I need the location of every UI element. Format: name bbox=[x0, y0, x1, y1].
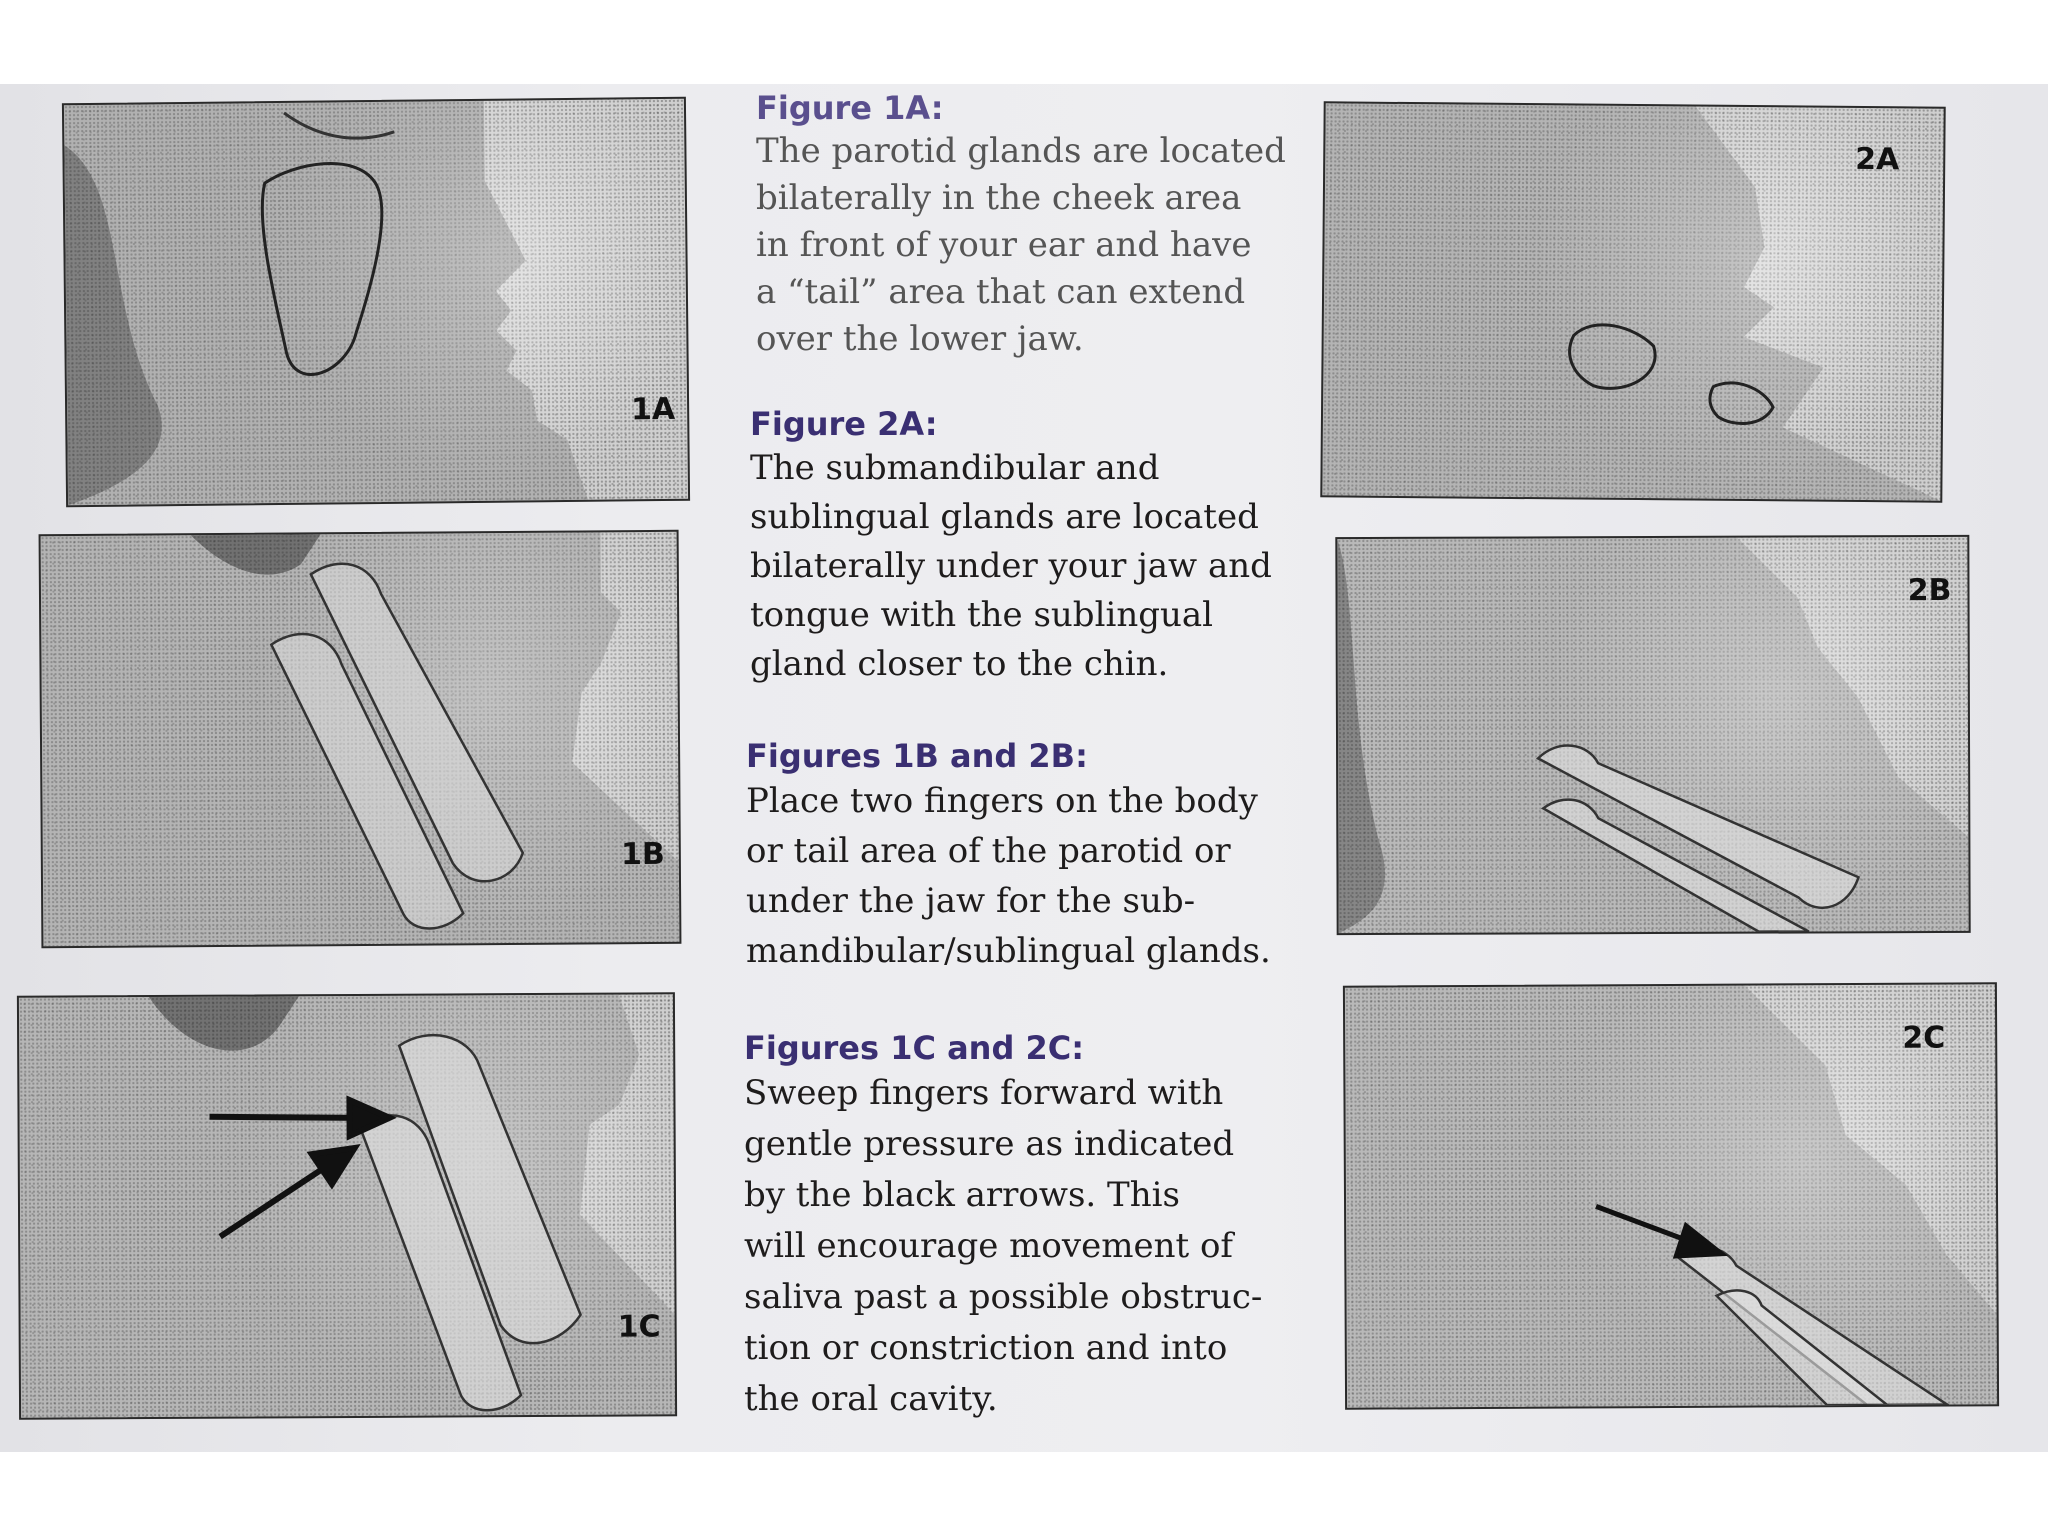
body-line: the oral cavity. bbox=[744, 1379, 998, 1419]
section-heading: Figure 1A: bbox=[756, 89, 944, 127]
section-figure-2a bbox=[750, 404, 1290, 689]
section-figures-1b-2b bbox=[746, 736, 1306, 976]
figure-2a bbox=[1320, 101, 1945, 502]
body-line: a “tail” area that can extend bbox=[756, 272, 1246, 312]
figure-2c bbox=[1343, 982, 1999, 1409]
face-profile-illustration bbox=[64, 99, 688, 505]
figure-label-2c: 2C bbox=[1902, 1020, 1946, 1056]
body-line: saliva past a possible obstruc- bbox=[744, 1277, 1263, 1317]
figure-label-2b: 2B bbox=[1907, 572, 1952, 609]
body-line: over the lower jaw. bbox=[756, 319, 1084, 359]
section-body bbox=[746, 776, 1306, 976]
section-body bbox=[756, 128, 1286, 363]
body-line: bilaterally in the cheek area bbox=[756, 178, 1242, 218]
section-figures-1c-2c bbox=[744, 1028, 1304, 1425]
submandibular-sublingual-illustration bbox=[1322, 103, 1943, 500]
body-line: gentle pressure as indicated bbox=[744, 1124, 1235, 1164]
figure-1c bbox=[17, 992, 677, 1419]
body-line: will encourage movement of bbox=[744, 1226, 1233, 1266]
body-line: tion or constriction and into bbox=[744, 1328, 1228, 1368]
body-line: in front of your ear and have bbox=[756, 225, 1252, 265]
body-line: bilaterally under your jaw and bbox=[750, 546, 1272, 586]
section-body bbox=[750, 444, 1290, 689]
body-line: under the jaw for the sub- bbox=[746, 881, 1196, 921]
fingers-sweep-illustration bbox=[19, 994, 675, 1417]
body-line: sublingual glands are located bbox=[750, 497, 1259, 537]
body-line: or tail area of the parotid or bbox=[746, 831, 1231, 871]
section-heading: Figures 1B and 2B: bbox=[746, 737, 1088, 775]
figure-label-1c: 1C bbox=[617, 1309, 661, 1345]
section-figure-1a bbox=[756, 88, 1286, 363]
body-line: Sweep fingers forward with bbox=[744, 1073, 1224, 1113]
body-line: The parotid glands are located bbox=[756, 131, 1286, 171]
figure-1b bbox=[39, 530, 682, 948]
body-line: The submandibular and bbox=[750, 448, 1160, 488]
figure-label-1b: 1B bbox=[620, 836, 665, 873]
body-line: by the black arrows. This bbox=[744, 1175, 1180, 1215]
printed-page bbox=[0, 84, 2048, 1452]
fingers-on-parotid-illustration bbox=[41, 532, 680, 946]
fingers-sweep-chin-illustration bbox=[1345, 984, 1997, 1407]
figure-2b bbox=[1335, 535, 1970, 935]
fingers-under-jaw-illustration bbox=[1337, 537, 1968, 933]
section-heading: Figures 1C and 2C: bbox=[744, 1029, 1085, 1067]
section-body bbox=[744, 1068, 1304, 1425]
figure-1a bbox=[62, 97, 690, 508]
figure-label-2a: 2A bbox=[1855, 141, 1900, 178]
section-heading: Figure 2A: bbox=[750, 405, 938, 443]
body-line: mandibular/sublingual glands. bbox=[746, 931, 1271, 971]
body-line: Place two fingers on the body bbox=[746, 781, 1258, 821]
figure-label-1a: 1A bbox=[630, 391, 676, 428]
body-line: gland closer to the chin. bbox=[750, 644, 1169, 684]
body-line: tongue with the sublingual bbox=[750, 595, 1214, 635]
